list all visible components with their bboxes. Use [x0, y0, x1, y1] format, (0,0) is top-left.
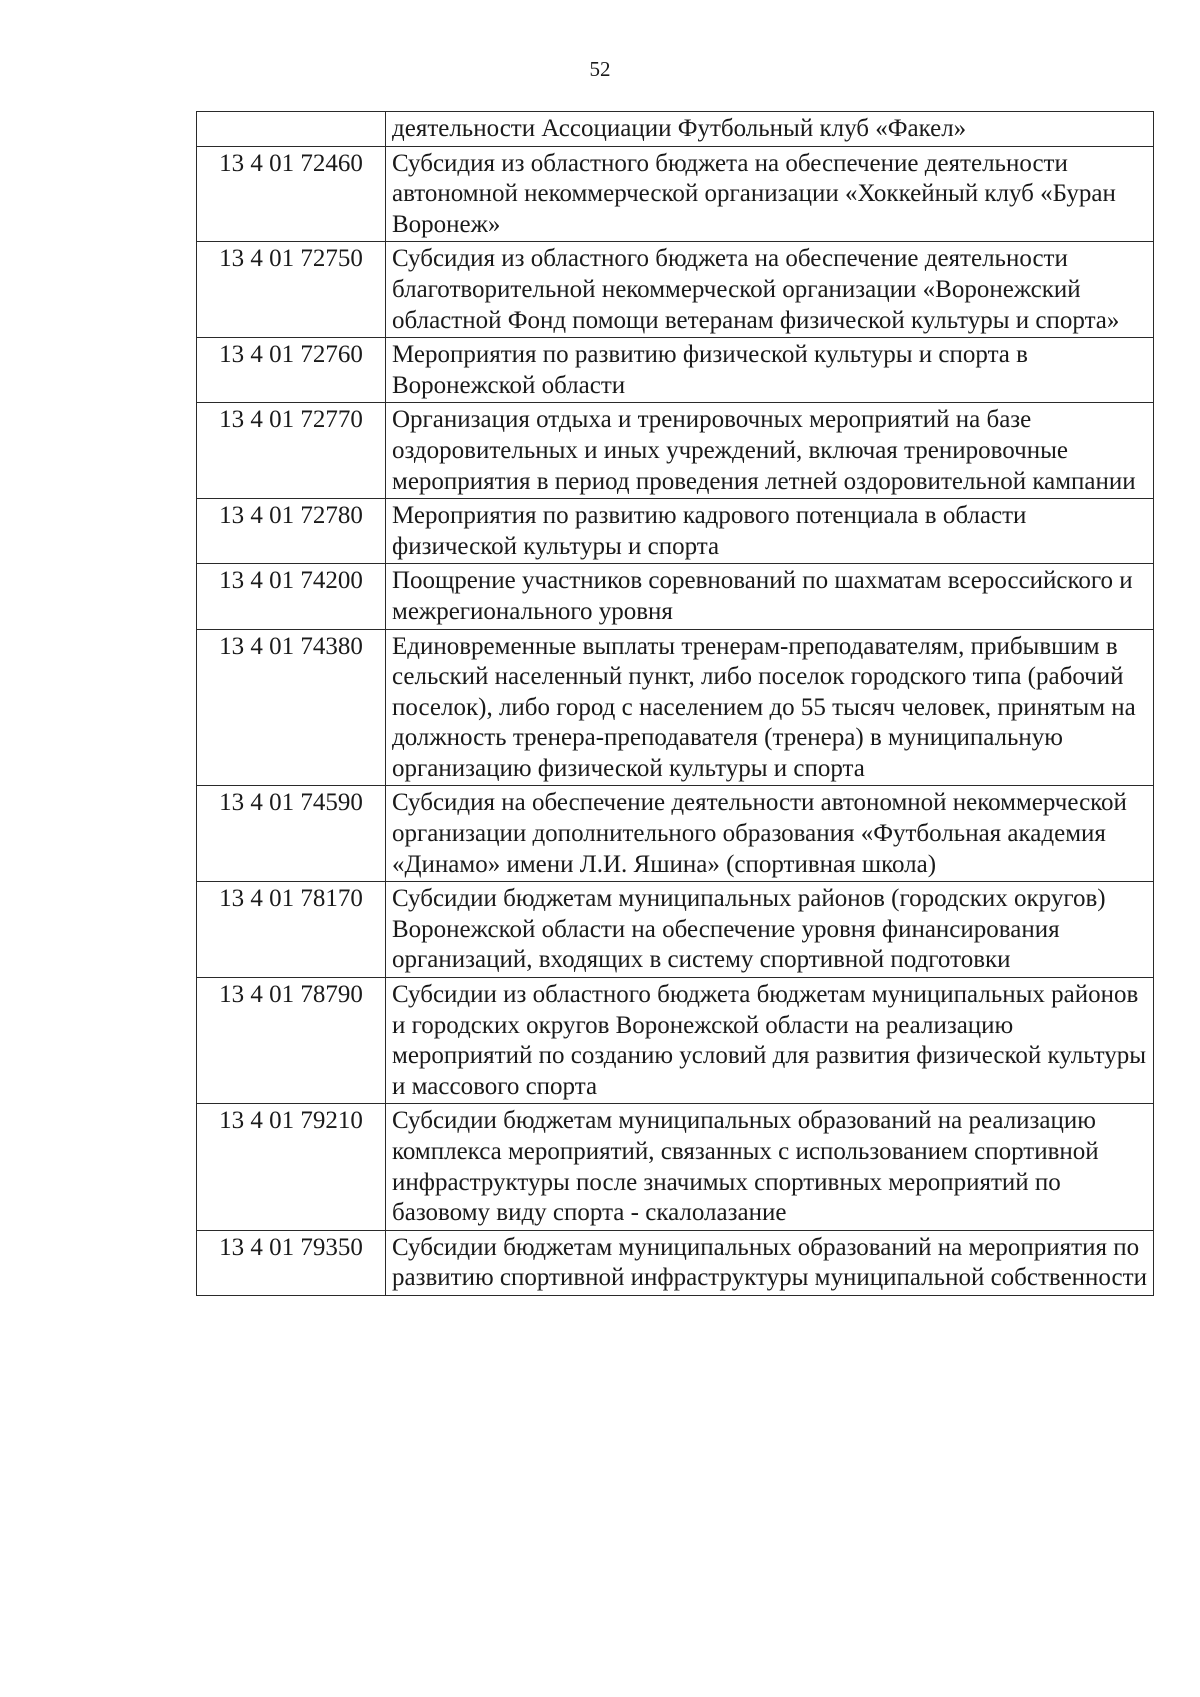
- table-row: [197, 629, 1154, 786]
- description-cell: Субсидии из областного бюджета бюджетам муниципальных районов и городских округов Воронежской области на реализацию мероприятий по созданию условий для развития физической культуры и массового спорта: [386, 978, 1154, 1104]
- description-cell: Субсидии бюджетам муниципальных образований на реализацию комплекса мероприятий, связанных с использованием спортивной инфраструктуры после значимых спортивных мероприятий по базовому виду спорта - скалолазание: [386, 1104, 1154, 1230]
- table-row: [197, 242, 1154, 338]
- code-cell: 13 4 01 79210: [197, 1104, 386, 1230]
- table-row: [197, 564, 1154, 629]
- table-row: [197, 882, 1154, 978]
- budget-codes-table: [196, 111, 1154, 1296]
- description-cell: Субсидия из областного бюджета на обеспечение деятельности благотворительной некоммерческой организации «Воронежский областной Фонд помощи ветеранам физической культуры и спорта»: [386, 242, 1154, 338]
- description-cell: деятельности Ассоциации Футбольный клуб «Факел»: [386, 112, 1154, 147]
- code-cell: 13 4 01 72770: [197, 403, 386, 499]
- code-cell: 13 4 01 79350: [197, 1230, 386, 1295]
- table-row: [197, 1104, 1154, 1230]
- code-cell: 13 4 01 74380: [197, 629, 386, 786]
- table-row: [197, 146, 1154, 242]
- description-cell: Поощрение участников соревнований по шахматам всероссийского и межрегионального уровня: [386, 564, 1154, 629]
- table-row: [197, 499, 1154, 564]
- description-cell: Субсидии бюджетам муниципальных районов (городских округов) Воронежской области на обеспечение уровня финансирования организаций, входящих в систему спортивной подготовки: [386, 882, 1154, 978]
- code-cell: 13 4 01 74590: [197, 786, 386, 882]
- description-cell: Субсидия на обеспечение деятельности автономной некоммерческой организации дополнительного образования «Футбольная академия «Динамо» имени Л.И. Яшина» (спортивная школа): [386, 786, 1154, 882]
- budget-codes-table-body: [197, 112, 1154, 1296]
- code-cell: 13 4 01 72750: [197, 242, 386, 338]
- table-row: [197, 978, 1154, 1104]
- page-number: 52: [589, 57, 611, 81]
- code-cell: 13 4 01 78790: [197, 978, 386, 1104]
- code-cell: 13 4 01 78170: [197, 882, 386, 978]
- table-row: [197, 403, 1154, 499]
- description-cell: Субсидия из областного бюджета на обеспечение деятельности автономной некоммерческой организации «Хоккейный клуб «Буран Воронеж»: [386, 146, 1154, 242]
- code-cell: 13 4 01 72780: [197, 499, 386, 564]
- table-row: [197, 1230, 1154, 1295]
- code-cell: 13 4 01 74200: [197, 564, 386, 629]
- table-row: [197, 786, 1154, 882]
- table-row: [197, 112, 1154, 147]
- code-cell: 13 4 01 72460: [197, 146, 386, 242]
- code-cell: 13 4 01 72760: [197, 338, 386, 403]
- description-cell: Мероприятия по развитию кадрового потенциала в области физической культуры и спорта: [386, 499, 1154, 564]
- description-cell: Единовременные выплаты тренерам-преподавателям, прибывшим в сельский населенный пункт, либо поселок городского типа (рабочий поселок), либо город с населением до 55 тысяч человек, принятым на должность тренера-преподавателя (тренера) в муниципальную организацию физической культуры и спорта: [386, 629, 1154, 786]
- description-cell: Мероприятия по развитию физической культуры и спорта в Воронежской области: [386, 338, 1154, 403]
- description-cell: Организация отдыха и тренировочных мероприятий на базе оздоровительных и иных учреждений, включая тренировочные мероприятия в период проведения летней оздоровительной кампании: [386, 403, 1154, 499]
- code-cell: [197, 112, 386, 147]
- table-row: [197, 338, 1154, 403]
- description-cell: Субсидии бюджетам муниципальных образований на мероприятия по развитию спортивной инфраструктуры муниципальной собственности: [386, 1230, 1154, 1295]
